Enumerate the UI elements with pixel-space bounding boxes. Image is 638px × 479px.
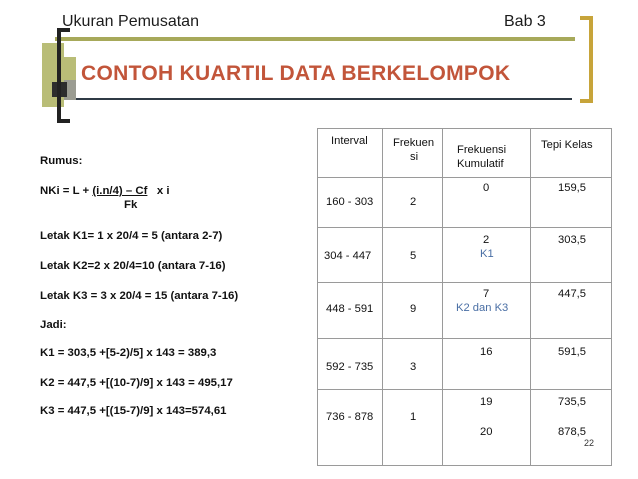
- cell-kumulatif: 2: [483, 234, 490, 246]
- table-row: [318, 283, 612, 339]
- section-label: Ukuran Pemusatan: [62, 13, 199, 30]
- cell-frekuensi: 2: [410, 196, 417, 208]
- formula-suffix: x i: [147, 185, 170, 197]
- letak-k1: Letak K1= 1 x 20/4 = 5 (antara 2-7): [40, 230, 223, 242]
- cell-tepi: 159,5: [558, 182, 586, 194]
- result-k2: K2 = 447,5 +[(10-7)/9] x 143 = 495,17: [40, 377, 233, 389]
- table-header-row: [318, 129, 612, 178]
- formula-heading: Rumus:: [40, 155, 83, 167]
- cell-frekuensi: 9: [410, 303, 417, 315]
- cell-kumulatif: 16: [480, 346, 493, 358]
- formula-numerator: (i.n/4) – Cf: [92, 185, 148, 197]
- slide-title: CONTOH KUARTIL DATA BERKELOMPOK: [81, 62, 511, 85]
- header-kumulatif-2: Kumulatif: [457, 158, 504, 170]
- table-row: [318, 339, 612, 390]
- result-k1: K1 = 303,5 +[5-2)/5] x 143 = 389,3: [40, 347, 217, 359]
- cell-tepi: 447,5: [558, 288, 586, 300]
- cell-tepi-upper: 878,5: [558, 426, 586, 438]
- header-tepi-kelas: Tepi Kelas: [541, 139, 593, 151]
- cell-tepi: 303,5: [558, 234, 586, 246]
- cell-kumulatif: 19: [480, 396, 493, 408]
- table-row: [318, 228, 612, 283]
- header-frekuensi: Frekuen: [393, 137, 435, 149]
- quartile-note-k2-k3: K2 dan K3: [456, 302, 509, 314]
- quartile-note-k1: K1: [480, 248, 494, 260]
- jadi-label: Jadi:: [40, 319, 67, 331]
- letak-k3: Letak K3 = 3 x 20/4 = 15 (antara 7-16): [40, 290, 239, 302]
- left-bracket: [57, 28, 70, 123]
- cell-tepi: 735,5: [558, 396, 586, 408]
- cell-interval: 160 - 303: [326, 196, 374, 208]
- formula-line: [40, 185, 170, 197]
- page-number: 22: [584, 438, 595, 448]
- chapter-label: Bab 3: [504, 13, 546, 30]
- cell-frekuensi: 3: [410, 361, 417, 373]
- header-frekuensi-2: si: [410, 151, 419, 163]
- title-rule: [76, 98, 572, 100]
- frequency-table: [317, 128, 612, 466]
- cell-kumulatif: 0: [483, 182, 490, 194]
- table-row: [318, 390, 612, 466]
- right-bracket: [580, 16, 593, 103]
- header-kumulatif: Frekuensi: [457, 144, 507, 156]
- cell-kumulatif-total: 20: [480, 426, 493, 438]
- cell-interval: 736 - 878: [326, 411, 374, 423]
- cell-interval: 592 - 735: [326, 361, 374, 373]
- formula-denominator: Fk: [124, 199, 138, 211]
- cell-frekuensi: 5: [410, 250, 417, 262]
- letak-k2: Letak K2=2 x 20/4=10 (antara 7-16): [40, 260, 226, 272]
- table-row: [318, 178, 612, 228]
- cell-kumulatif: 7: [483, 288, 490, 300]
- header-rule: [55, 37, 575, 41]
- header-interval: Interval: [331, 135, 368, 147]
- cell-frekuensi: 1: [410, 411, 417, 423]
- formula-prefix: NKi = L +: [40, 185, 93, 197]
- cell-interval: 304 - 447: [324, 250, 372, 262]
- cell-tepi: 591,5: [558, 346, 586, 358]
- result-k3: K3 = 447,5 +[(15-7)/9] x 143=574,61: [40, 405, 227, 417]
- cell-interval: 448 - 591: [326, 303, 374, 315]
